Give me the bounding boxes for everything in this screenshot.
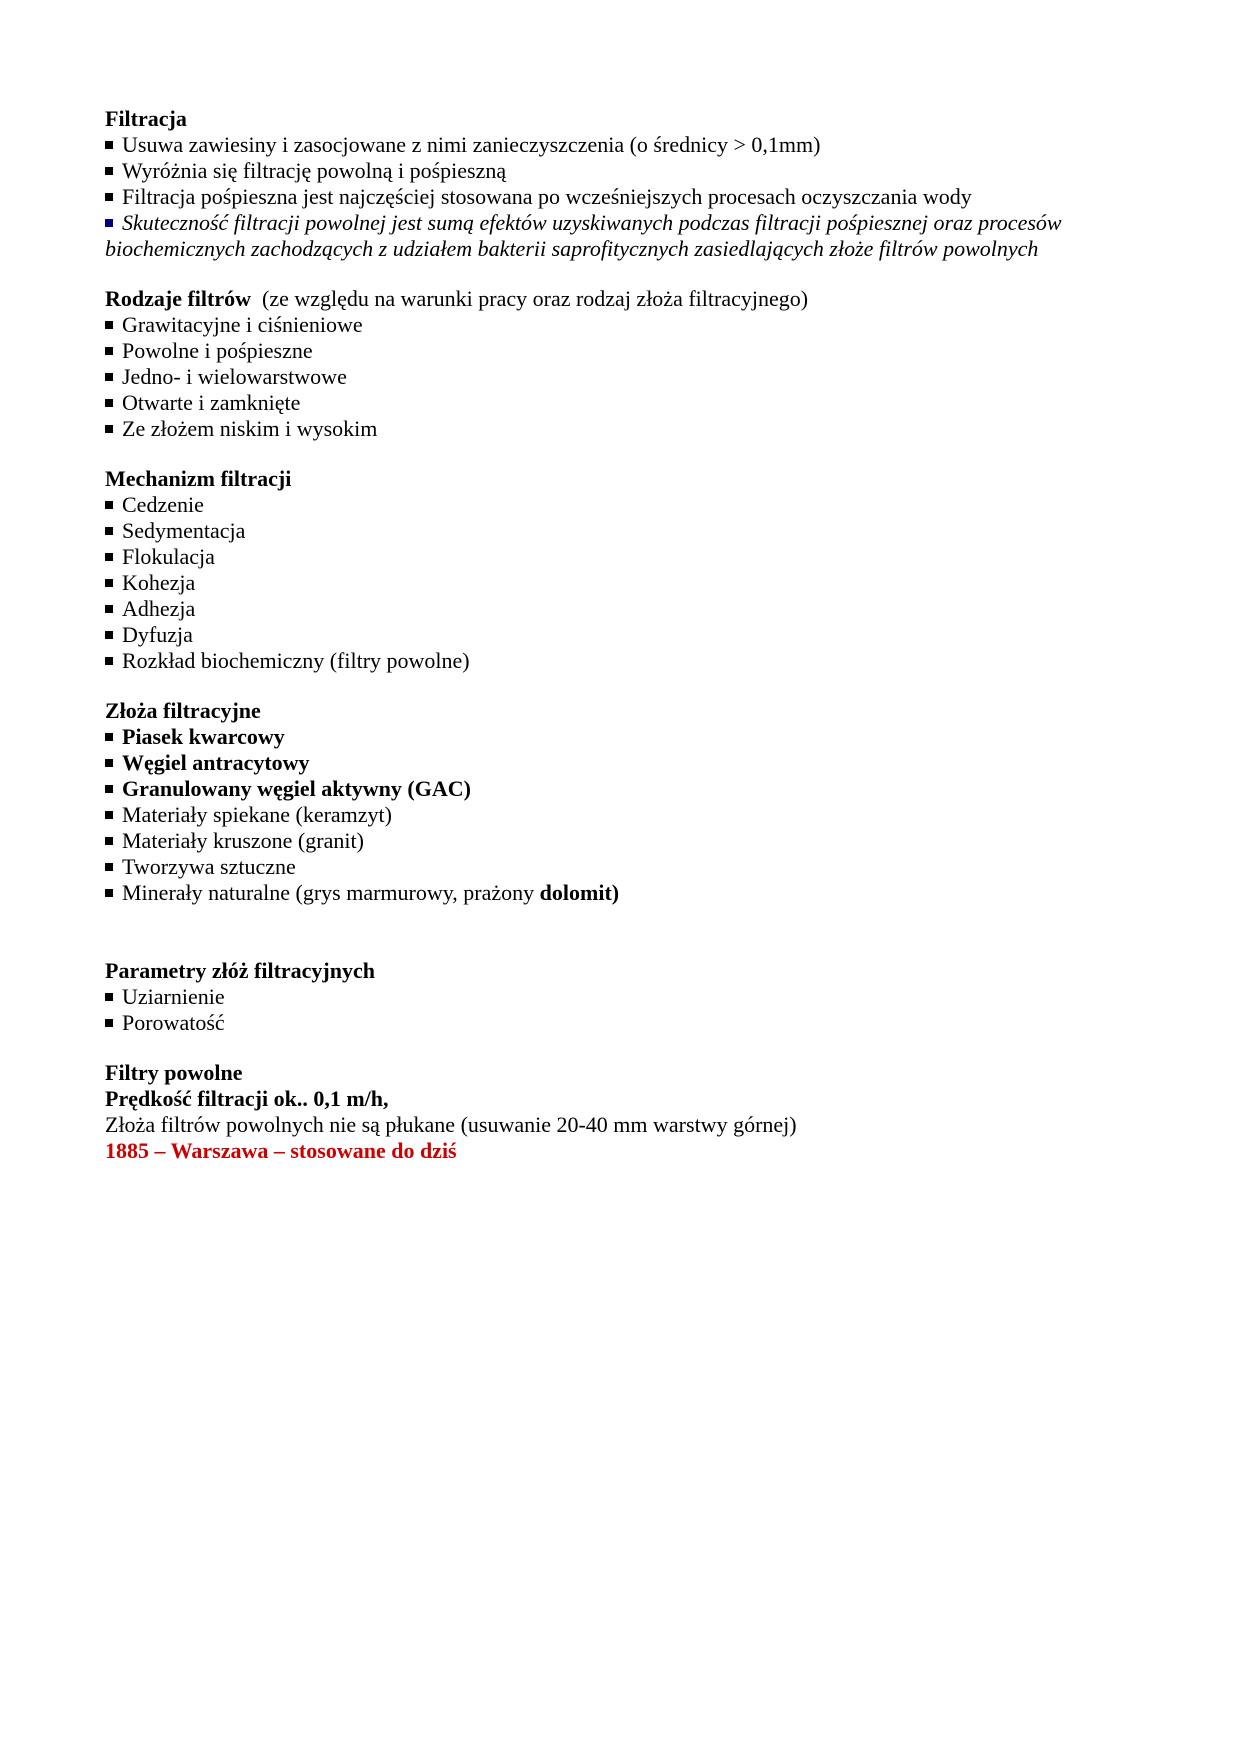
item-text bbox=[122, 312, 363, 337]
item-text-part: Węgiel antracytowy bbox=[122, 750, 310, 775]
bullet-item bbox=[105, 984, 1140, 1010]
square-bullet-icon bbox=[105, 605, 113, 613]
item-text-part: Uziarnienie bbox=[122, 984, 225, 1009]
item-text-part: Wyróżnia się filtrację powolną i pośpieszną bbox=[122, 158, 507, 183]
section-heading-text: Mechanizm filtracji bbox=[105, 466, 292, 491]
item-text-part: Filtracja pośpieszna jest najczęściej stosowana po wcześniejszych procesach oczyszczania wody bbox=[122, 184, 972, 209]
square-bullet-icon bbox=[105, 373, 113, 381]
section-mechanizm-filtracji bbox=[105, 466, 1140, 674]
bullet-item bbox=[105, 210, 1140, 262]
square-bullet-icon bbox=[105, 321, 113, 329]
item-text-part: Otwarte i zamknięte bbox=[122, 390, 301, 415]
bullet-item bbox=[105, 132, 1140, 158]
item-text-part: Dyfuzja bbox=[122, 622, 193, 647]
square-bullet-icon bbox=[105, 579, 113, 587]
square-bullet-icon bbox=[105, 889, 113, 897]
square-bullet-icon bbox=[105, 759, 113, 767]
square-bullet-icon bbox=[105, 837, 113, 845]
section-heading bbox=[105, 1060, 1140, 1086]
item-text bbox=[122, 544, 215, 569]
item-text-part: Prędkość filtracji ok.. 0,1 m/h, bbox=[105, 1086, 389, 1111]
text-line bbox=[105, 1086, 1140, 1112]
bullet-item bbox=[105, 880, 1140, 906]
item-text bbox=[122, 492, 204, 517]
square-bullet-icon bbox=[105, 141, 113, 149]
section-filtracja bbox=[105, 106, 1140, 262]
item-text bbox=[105, 1112, 797, 1137]
item-text-part: Tworzywa sztuczne bbox=[122, 854, 296, 879]
bullet-item bbox=[105, 544, 1140, 570]
item-text bbox=[122, 184, 972, 209]
square-bullet-icon bbox=[105, 219, 113, 227]
item-text bbox=[122, 416, 377, 441]
square-bullet-icon bbox=[105, 733, 113, 741]
section-zloza-filtracyjne bbox=[105, 698, 1140, 906]
item-text-part: Porowatość bbox=[122, 1010, 225, 1035]
item-text-part: Ze złożem niskim i wysokim bbox=[122, 416, 378, 441]
square-bullet-icon bbox=[105, 631, 113, 639]
item-text-part: Usuwa zawiesiny i zasocjowane z nimi zanieczyszczenia (o średnicy > 0,1mm) bbox=[122, 132, 821, 157]
square-bullet-icon bbox=[105, 399, 113, 407]
item-text bbox=[122, 880, 619, 905]
square-bullet-icon bbox=[105, 167, 113, 175]
bullet-item bbox=[105, 622, 1140, 648]
bullet-item bbox=[105, 312, 1140, 338]
section-heading bbox=[105, 106, 1140, 132]
item-text-part: Materiały spiekane (keramzyt) bbox=[122, 802, 392, 827]
section-rodzaje-filtrow bbox=[105, 286, 1140, 442]
item-text bbox=[122, 390, 300, 415]
item-text-bold-part: ) bbox=[611, 880, 620, 905]
item-text bbox=[122, 1010, 225, 1035]
item-text bbox=[122, 570, 195, 595]
item-text-part: Granulowany węgiel aktywny (GAC) bbox=[122, 776, 471, 801]
item-text-part: Jedno- i wielowarstwowe bbox=[122, 364, 347, 389]
text-line bbox=[105, 1138, 1140, 1164]
bullet-item bbox=[105, 364, 1140, 390]
bullet-item bbox=[105, 518, 1140, 544]
item-text bbox=[122, 802, 392, 827]
section-heading-text: Parametry złóż filtracyjnych bbox=[105, 958, 375, 983]
bullet-item bbox=[105, 854, 1140, 880]
bullet-item bbox=[105, 750, 1140, 776]
item-text bbox=[122, 854, 296, 879]
item-text-bold-part: dolomit bbox=[539, 880, 612, 905]
item-text bbox=[105, 1138, 457, 1163]
section-filtry-powolne bbox=[105, 1060, 1140, 1164]
item-text-part: Flokulacja bbox=[122, 544, 215, 569]
square-bullet-icon bbox=[105, 527, 113, 535]
bullet-item bbox=[105, 776, 1140, 802]
item-text bbox=[122, 596, 195, 621]
section-heading-text: Filtry powolne bbox=[105, 1060, 243, 1085]
item-text-part: 1885 – Warszawa – stosowane do dziś bbox=[105, 1138, 457, 1163]
item-text-part: Złoża filtrów powolnych nie są płukane (usuwanie 20-40 mm warstwy górnej) bbox=[105, 1112, 797, 1137]
item-text bbox=[122, 648, 470, 673]
item-text-part: Minerały naturalne (grys marmurowy, prażony bbox=[122, 880, 540, 905]
square-bullet-icon bbox=[105, 193, 113, 201]
bullet-item bbox=[105, 828, 1140, 854]
item-text-part: Grawitacyjne i ciśnieniowe bbox=[122, 312, 363, 337]
item-text-part: Materiały kruszone (granit) bbox=[122, 828, 364, 853]
item-text bbox=[122, 518, 245, 543]
bullet-item bbox=[105, 492, 1140, 518]
item-text bbox=[122, 158, 506, 183]
bullet-item bbox=[105, 338, 1140, 364]
section-heading bbox=[105, 286, 1140, 312]
section-heading bbox=[105, 466, 1140, 492]
item-text bbox=[105, 210, 1062, 261]
item-text bbox=[122, 828, 364, 853]
bullet-item bbox=[105, 390, 1140, 416]
item-text bbox=[122, 364, 347, 389]
bullet-item bbox=[105, 596, 1140, 622]
section-heading bbox=[105, 958, 1140, 984]
item-text-part: Powolne i pośpieszne bbox=[122, 338, 313, 363]
item-text-part: Cedzenie bbox=[122, 492, 204, 517]
item-text bbox=[122, 724, 285, 749]
square-bullet-icon bbox=[105, 1019, 113, 1027]
square-bullet-icon bbox=[105, 811, 113, 819]
square-bullet-icon bbox=[105, 993, 113, 1001]
item-text bbox=[122, 622, 193, 647]
square-bullet-icon bbox=[105, 501, 113, 509]
item-text-part: Rozkład biochemiczny (filtry powolne) bbox=[122, 648, 470, 673]
square-bullet-icon bbox=[105, 785, 113, 793]
bullet-item bbox=[105, 184, 1140, 210]
section-heading bbox=[105, 698, 1140, 724]
bullet-item bbox=[105, 724, 1140, 750]
bullet-item bbox=[105, 158, 1140, 184]
item-text-part: Adhezja bbox=[122, 596, 196, 621]
bullet-item bbox=[105, 1010, 1140, 1036]
square-bullet-icon bbox=[105, 657, 113, 665]
bullet-item bbox=[105, 416, 1140, 442]
square-bullet-icon bbox=[105, 553, 113, 561]
item-text bbox=[122, 776, 471, 801]
text-line bbox=[105, 1112, 1140, 1138]
square-bullet-icon bbox=[105, 425, 113, 433]
item-text bbox=[105, 1086, 389, 1111]
item-text bbox=[122, 132, 820, 157]
section-heading-text: Rodzaje filtrów bbox=[105, 286, 252, 311]
item-text bbox=[122, 338, 313, 363]
square-bullet-icon bbox=[105, 347, 113, 355]
section-heading-text: Filtracja bbox=[105, 106, 187, 131]
item-text-part: Skuteczność filtracji powolnej jest sumą efektów uzyskiwanych podczas filtracji pośpiesznej oraz procesów biochemicznych zachodzących z udziałem bakterii saprofitycznych zasiedlających złoże filtrów powolnych bbox=[105, 210, 1062, 261]
bullet-item bbox=[105, 570, 1140, 596]
item-text bbox=[122, 984, 225, 1009]
item-text bbox=[122, 750, 310, 775]
bullet-item bbox=[105, 648, 1140, 674]
section-heading-note: (ze względu na warunki pracy oraz rodzaj złoża filtracyjnego) bbox=[251, 286, 809, 311]
item-text-part: Piasek kwarcowy bbox=[122, 724, 285, 749]
item-text-part: Sedymentacja bbox=[122, 518, 246, 543]
square-bullet-icon bbox=[105, 863, 113, 871]
item-text-part: Kohezja bbox=[122, 570, 196, 595]
section-parametry-zloz-filtracyjnych bbox=[105, 958, 1140, 1036]
section-heading-text: Złoża filtracyjne bbox=[105, 698, 261, 723]
bullet-item bbox=[105, 802, 1140, 828]
